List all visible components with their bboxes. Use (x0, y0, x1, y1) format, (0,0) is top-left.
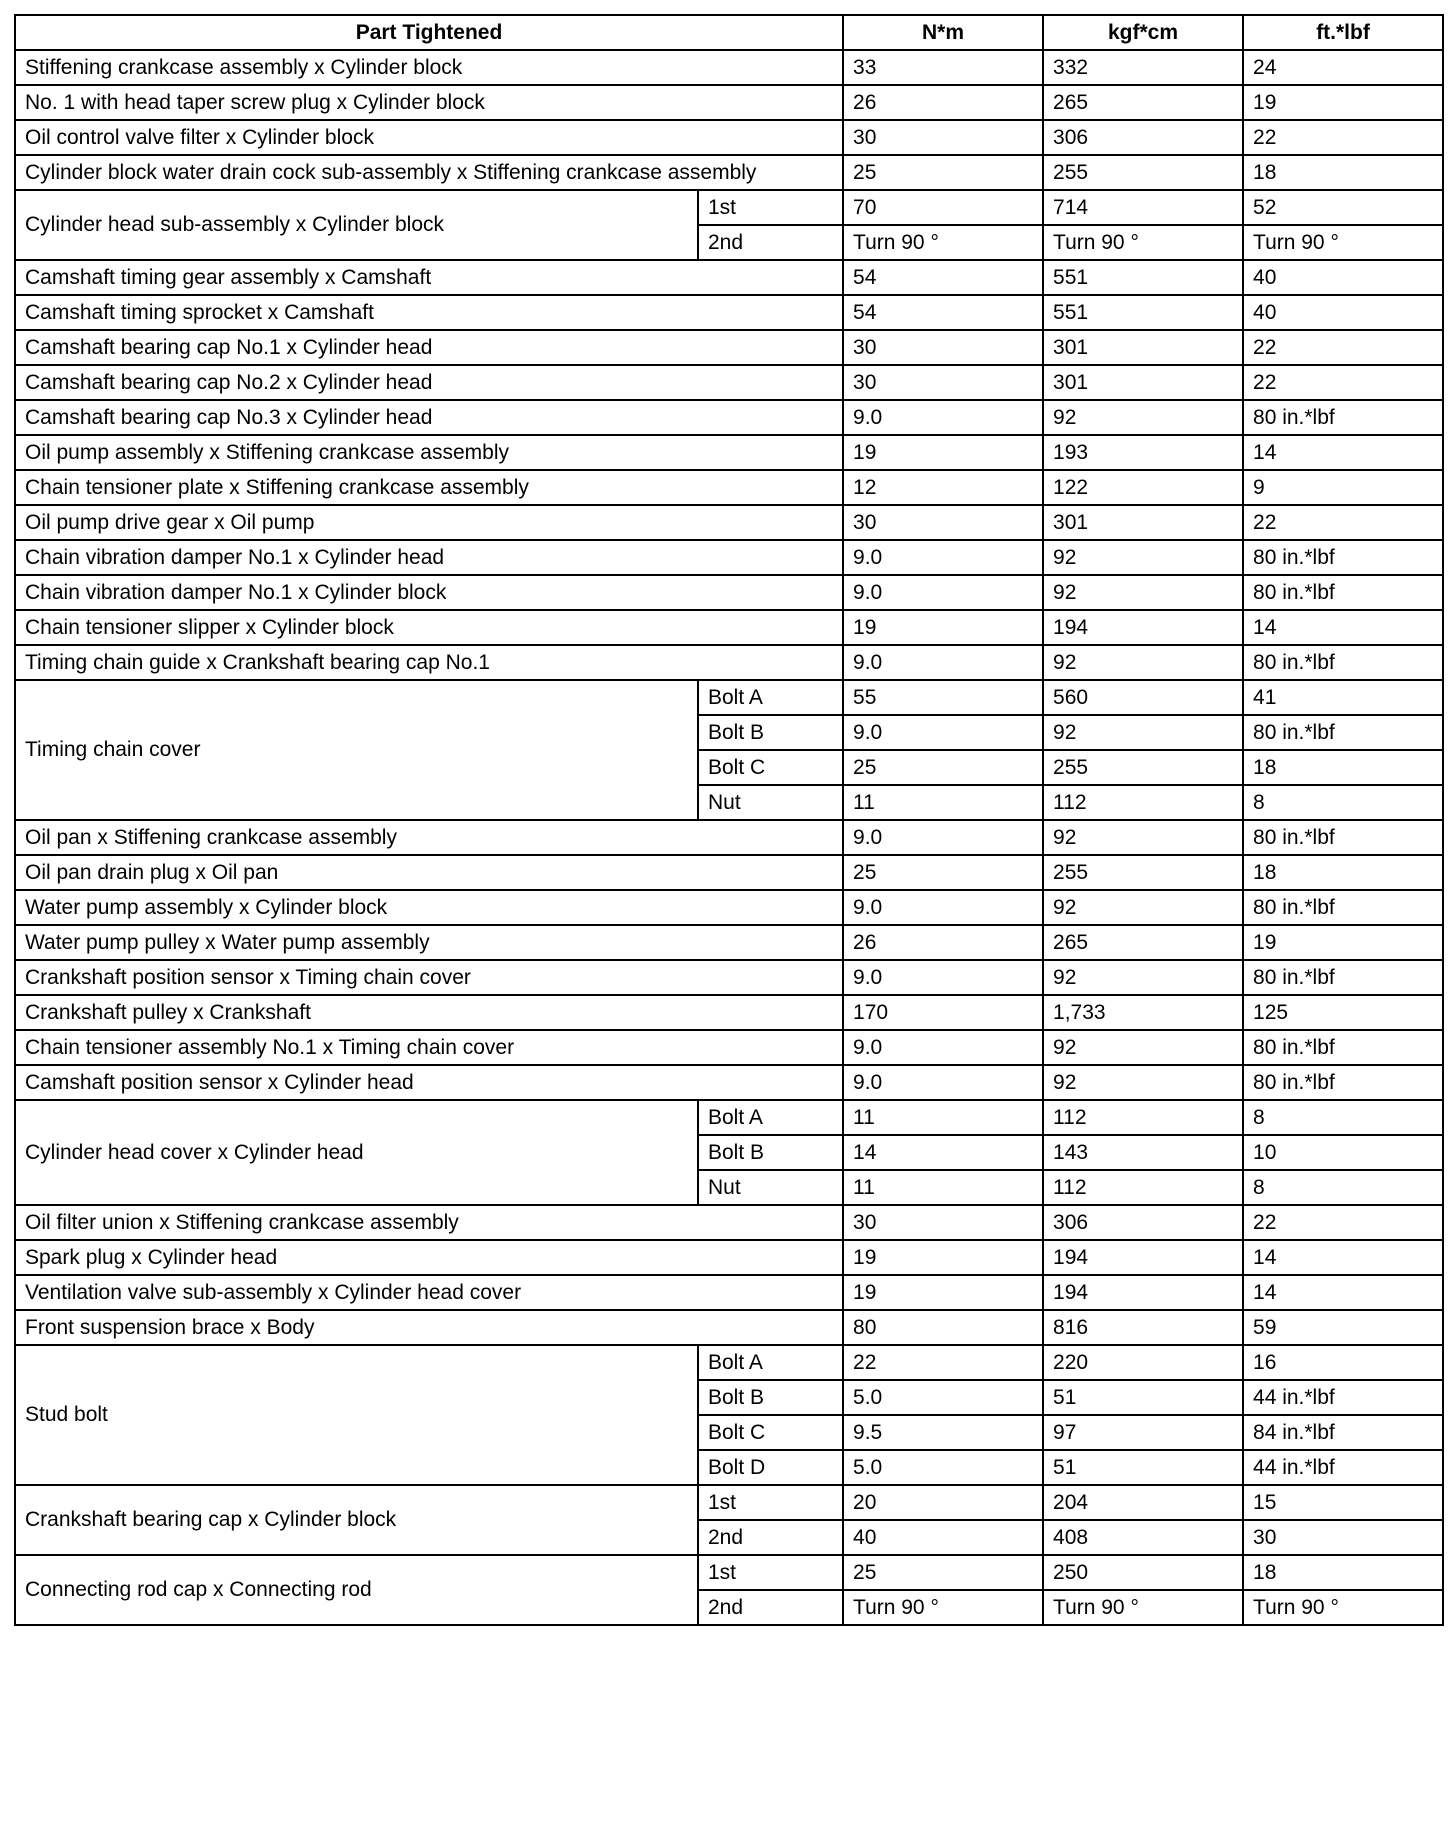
torque-nm-cell: 26 (843, 85, 1043, 120)
torque-ft-lbf-cell: 80 in.*lbf (1243, 1065, 1443, 1100)
header-nm: N*m (843, 15, 1043, 50)
torque-nm-cell: 33 (843, 50, 1043, 85)
table-row (15, 400, 1443, 435)
table-row (15, 960, 1443, 995)
header-row (15, 15, 1443, 50)
part-name-cell: Camshaft bearing cap No.1 x Cylinder head (15, 330, 843, 365)
torque-ft-lbf-cell: 22 (1243, 1205, 1443, 1240)
torque-nm-cell: 19 (843, 610, 1043, 645)
table-row (15, 120, 1443, 155)
torque-kgf-cm-cell: 92 (1043, 575, 1243, 610)
part-name-cell: Crankshaft position sensor x Timing chain cover (15, 960, 843, 995)
torque-ft-lbf-cell: 80 in.*lbf (1243, 820, 1443, 855)
table-row (15, 470, 1443, 505)
torque-ft-lbf-cell: 8 (1243, 1100, 1443, 1135)
torque-ft-lbf-cell: 14 (1243, 610, 1443, 645)
torque-kgf-cm-cell: 551 (1043, 295, 1243, 330)
torque-kgf-cm-cell: 408 (1043, 1520, 1243, 1555)
torque-nm-cell: 25 (843, 855, 1043, 890)
torque-nm-cell: 11 (843, 1100, 1043, 1135)
torque-kgf-cm-cell: 265 (1043, 85, 1243, 120)
torque-nm-cell: 26 (843, 925, 1043, 960)
table-row (15, 1205, 1443, 1240)
torque-kgf-cm-cell: 193 (1043, 435, 1243, 470)
torque-ft-lbf-cell: 41 (1243, 680, 1443, 715)
table-row (15, 575, 1443, 610)
torque-nm-cell: 70 (843, 190, 1043, 225)
part-name-cell: Camshaft timing gear assembly x Camshaft (15, 260, 843, 295)
table-row (15, 855, 1443, 890)
torque-ft-lbf-cell: 80 in.*lbf (1243, 575, 1443, 610)
table-row (15, 365, 1443, 400)
torque-kgf-cm-cell: 92 (1043, 820, 1243, 855)
table-row (15, 1065, 1443, 1100)
torque-nm-cell: 9.0 (843, 1065, 1043, 1100)
table-header (15, 15, 1443, 50)
sub-step-cell: Bolt D (698, 1450, 843, 1485)
part-name-cell: No. 1 with head taper screw plug x Cylinder block (15, 85, 843, 120)
torque-kgf-cm-cell: 122 (1043, 470, 1243, 505)
torque-kgf-cm-cell: 332 (1043, 50, 1243, 85)
part-name-cell: Spark plug x Cylinder head (15, 1240, 843, 1275)
torque-kgf-cm-cell: 92 (1043, 400, 1243, 435)
table-row (15, 155, 1443, 190)
torque-kgf-cm-cell: 194 (1043, 610, 1243, 645)
header-part-tightened: Part Tightened (15, 15, 843, 50)
table-row (15, 330, 1443, 365)
torque-ft-lbf-cell: 15 (1243, 1485, 1443, 1520)
table-row (15, 85, 1443, 120)
torque-ft-lbf-cell: 19 (1243, 925, 1443, 960)
torque-nm-cell: 11 (843, 1170, 1043, 1205)
torque-ft-lbf-cell: 30 (1243, 1520, 1443, 1555)
torque-kgf-cm-cell: 112 (1043, 1170, 1243, 1205)
part-name-cell: Cylinder head sub-assembly x Cylinder block (15, 190, 698, 260)
sub-step-cell: 1st (698, 190, 843, 225)
torque-kgf-cm-cell: 92 (1043, 960, 1243, 995)
torque-spec-table (14, 14, 1444, 1626)
torque-nm-cell: 30 (843, 330, 1043, 365)
torque-nm-cell: 19 (843, 1275, 1043, 1310)
part-name-cell: Crankshaft bearing cap x Cylinder block (15, 1485, 698, 1555)
table-row (15, 260, 1443, 295)
table-body (15, 50, 1443, 1625)
sub-step-cell: Bolt A (698, 1345, 843, 1380)
torque-nm-cell: 30 (843, 365, 1043, 400)
torque-kgf-cm-cell: 255 (1043, 750, 1243, 785)
torque-kgf-cm-cell: 51 (1043, 1450, 1243, 1485)
torque-kgf-cm-cell: 97 (1043, 1415, 1243, 1450)
part-name-cell: Camshaft bearing cap No.3 x Cylinder head (15, 400, 843, 435)
torque-kgf-cm-cell: 92 (1043, 1065, 1243, 1100)
torque-nm-cell: 12 (843, 470, 1043, 505)
table-row (15, 295, 1443, 330)
part-name-cell: Chain tensioner assembly No.1 x Timing chain cover (15, 1030, 843, 1065)
torque-kgf-cm-cell: 816 (1043, 1310, 1243, 1345)
sub-step-cell: Bolt C (698, 1415, 843, 1450)
part-name-cell: Ventilation valve sub-assembly x Cylinder head cover (15, 1275, 843, 1310)
torque-ft-lbf-cell: 10 (1243, 1135, 1443, 1170)
table-row (15, 1485, 1443, 1520)
table-row (15, 50, 1443, 85)
torque-kgf-cm-cell: 255 (1043, 155, 1243, 190)
part-name-cell: Water pump assembly x Cylinder block (15, 890, 843, 925)
torque-kgf-cm-cell: 51 (1043, 1380, 1243, 1415)
sub-step-cell: Bolt B (698, 1135, 843, 1170)
torque-nm-cell: 20 (843, 1485, 1043, 1520)
sub-step-cell: Bolt A (698, 1100, 843, 1135)
torque-nm-cell: 9.0 (843, 890, 1043, 925)
part-name-cell: Front suspension brace x Body (15, 1310, 843, 1345)
sub-step-cell: 2nd (698, 1590, 843, 1625)
part-name-cell: Chain vibration damper No.1 x Cylinder head (15, 540, 843, 575)
torque-nm-cell: 25 (843, 1555, 1043, 1590)
torque-kgf-cm-cell: 194 (1043, 1275, 1243, 1310)
torque-kgf-cm-cell: 143 (1043, 1135, 1243, 1170)
sub-step-cell: 2nd (698, 225, 843, 260)
torque-kgf-cm-cell: 301 (1043, 505, 1243, 540)
torque-ft-lbf-cell: 19 (1243, 85, 1443, 120)
torque-nm-cell: 30 (843, 505, 1043, 540)
header-ft-lbf: ft.*lbf (1243, 15, 1443, 50)
part-name-cell: Oil pan drain plug x Oil pan (15, 855, 843, 890)
table-row (15, 995, 1443, 1030)
part-name-cell: Chain tensioner plate x Stiffening crankcase assembly (15, 470, 843, 505)
torque-nm-cell: 9.0 (843, 540, 1043, 575)
table-row (15, 540, 1443, 575)
torque-ft-lbf-cell: Turn 90 ° (1243, 1590, 1443, 1625)
torque-ft-lbf-cell: 40 (1243, 295, 1443, 330)
torque-nm-cell: 9.5 (843, 1415, 1043, 1450)
torque-kgf-cm-cell: 220 (1043, 1345, 1243, 1380)
torque-kgf-cm-cell: 204 (1043, 1485, 1243, 1520)
torque-kgf-cm-cell: 551 (1043, 260, 1243, 295)
part-name-cell: Oil pump assembly x Stiffening crankcase assembly (15, 435, 843, 470)
torque-kgf-cm-cell: 92 (1043, 1030, 1243, 1065)
torque-nm-cell: 19 (843, 1240, 1043, 1275)
table-row (15, 1030, 1443, 1065)
torque-kgf-cm-cell: Turn 90 ° (1043, 1590, 1243, 1625)
torque-ft-lbf-cell: 22 (1243, 505, 1443, 540)
torque-nm-cell: 9.0 (843, 1030, 1043, 1065)
torque-kgf-cm-cell: 92 (1043, 645, 1243, 680)
table-row (15, 645, 1443, 680)
sub-step-cell: Bolt B (698, 1380, 843, 1415)
torque-nm-cell: Turn 90 ° (843, 1590, 1043, 1625)
torque-nm-cell: 9.0 (843, 715, 1043, 750)
table-row (15, 1275, 1443, 1310)
torque-nm-cell: 9.0 (843, 960, 1043, 995)
part-name-cell: Water pump pulley x Water pump assembly (15, 925, 843, 960)
table-row (15, 505, 1443, 540)
table-row (15, 190, 1443, 225)
torque-nm-cell: 54 (843, 295, 1043, 330)
torque-kgf-cm-cell: 265 (1043, 925, 1243, 960)
part-name-cell: Camshaft position sensor x Cylinder head (15, 1065, 843, 1100)
part-name-cell: Stud bolt (15, 1345, 698, 1485)
torque-kgf-cm-cell: 714 (1043, 190, 1243, 225)
part-name-cell: Crankshaft pulley x Crankshaft (15, 995, 843, 1030)
part-name-cell: Connecting rod cap x Connecting rod (15, 1555, 698, 1625)
part-name-cell: Timing chain guide x Crankshaft bearing cap No.1 (15, 645, 843, 680)
table-row (15, 680, 1443, 715)
torque-ft-lbf-cell: 22 (1243, 365, 1443, 400)
torque-ft-lbf-cell: 9 (1243, 470, 1443, 505)
header-kgf-cm: kgf*cm (1043, 15, 1243, 50)
part-name-cell: Oil pan x Stiffening crankcase assembly (15, 820, 843, 855)
sub-step-cell: Bolt B (698, 715, 843, 750)
table-row (15, 610, 1443, 645)
torque-nm-cell: 9.0 (843, 645, 1043, 680)
torque-nm-cell: 55 (843, 680, 1043, 715)
part-name-cell: Chain tensioner slipper x Cylinder block (15, 610, 843, 645)
table-row (15, 820, 1443, 855)
torque-nm-cell: 40 (843, 1520, 1043, 1555)
torque-ft-lbf-cell: 22 (1243, 120, 1443, 155)
torque-ft-lbf-cell: 18 (1243, 855, 1443, 890)
table-row (15, 435, 1443, 470)
torque-ft-lbf-cell: 40 (1243, 260, 1443, 295)
torque-ft-lbf-cell: 24 (1243, 50, 1443, 85)
torque-ft-lbf-cell: 16 (1243, 1345, 1443, 1380)
table-row (15, 1555, 1443, 1590)
torque-kgf-cm-cell: 112 (1043, 785, 1243, 820)
torque-kgf-cm-cell: 250 (1043, 1555, 1243, 1590)
torque-ft-lbf-cell: 22 (1243, 330, 1443, 365)
torque-kgf-cm-cell: 92 (1043, 715, 1243, 750)
table-row (15, 1310, 1443, 1345)
torque-nm-cell: 19 (843, 435, 1043, 470)
torque-kgf-cm-cell: 301 (1043, 330, 1243, 365)
torque-ft-lbf-cell: 52 (1243, 190, 1443, 225)
torque-nm-cell: 5.0 (843, 1380, 1043, 1415)
torque-ft-lbf-cell: 8 (1243, 1170, 1443, 1205)
torque-nm-cell: 54 (843, 260, 1043, 295)
table-row (15, 1345, 1443, 1380)
torque-ft-lbf-cell: 18 (1243, 1555, 1443, 1590)
torque-kgf-cm-cell: 92 (1043, 540, 1243, 575)
table-row (15, 890, 1443, 925)
part-name-cell: Chain vibration damper No.1 x Cylinder block (15, 575, 843, 610)
torque-kgf-cm-cell: 255 (1043, 855, 1243, 890)
torque-nm-cell: 30 (843, 120, 1043, 155)
torque-nm-cell: 25 (843, 750, 1043, 785)
torque-ft-lbf-cell: 14 (1243, 1275, 1443, 1310)
sub-step-cell: 1st (698, 1485, 843, 1520)
torque-ft-lbf-cell: 8 (1243, 785, 1443, 820)
part-name-cell: Camshaft timing sprocket x Camshaft (15, 295, 843, 330)
part-name-cell: Camshaft bearing cap No.2 x Cylinder head (15, 365, 843, 400)
torque-ft-lbf-cell: 18 (1243, 155, 1443, 190)
torque-ft-lbf-cell: 80 in.*lbf (1243, 715, 1443, 750)
torque-nm-cell: 30 (843, 1205, 1043, 1240)
torque-nm-cell: 25 (843, 155, 1043, 190)
torque-nm-cell: 22 (843, 1345, 1043, 1380)
torque-nm-cell: Turn 90 ° (843, 225, 1043, 260)
torque-nm-cell: 9.0 (843, 820, 1043, 855)
torque-kgf-cm-cell: 1,733 (1043, 995, 1243, 1030)
torque-kgf-cm-cell: 194 (1043, 1240, 1243, 1275)
part-name-cell: Cylinder block water drain cock sub-assembly x Stiffening crankcase assembly (15, 155, 843, 190)
sub-step-cell: 1st (698, 1555, 843, 1590)
torque-ft-lbf-cell: 80 in.*lbf (1243, 400, 1443, 435)
part-name-cell: Stiffening crankcase assembly x Cylinder block (15, 50, 843, 85)
table-row (15, 925, 1443, 960)
sub-step-cell: 2nd (698, 1520, 843, 1555)
torque-ft-lbf-cell: 80 in.*lbf (1243, 1030, 1443, 1065)
torque-ft-lbf-cell: 80 in.*lbf (1243, 645, 1443, 680)
part-name-cell: Oil control valve filter x Cylinder block (15, 120, 843, 155)
sub-step-cell: Bolt C (698, 750, 843, 785)
torque-ft-lbf-cell: 125 (1243, 995, 1443, 1030)
torque-nm-cell: 14 (843, 1135, 1043, 1170)
torque-ft-lbf-cell: 44 in.*lbf (1243, 1380, 1443, 1415)
sub-step-cell: Bolt A (698, 680, 843, 715)
torque-nm-cell: 9.0 (843, 575, 1043, 610)
torque-kgf-cm-cell: 301 (1043, 365, 1243, 400)
torque-ft-lbf-cell: Turn 90 ° (1243, 225, 1443, 260)
torque-ft-lbf-cell: 80 in.*lbf (1243, 540, 1443, 575)
table-row (15, 1240, 1443, 1275)
torque-kgf-cm-cell: 306 (1043, 120, 1243, 155)
torque-ft-lbf-cell: 18 (1243, 750, 1443, 785)
part-name-cell: Oil filter union x Stiffening crankcase assembly (15, 1205, 843, 1240)
torque-ft-lbf-cell: 14 (1243, 1240, 1443, 1275)
torque-kgf-cm-cell: 112 (1043, 1100, 1243, 1135)
torque-ft-lbf-cell: 44 in.*lbf (1243, 1450, 1443, 1485)
torque-nm-cell: 9.0 (843, 400, 1043, 435)
part-name-cell: Cylinder head cover x Cylinder head (15, 1100, 698, 1205)
torque-kgf-cm-cell: Turn 90 ° (1043, 225, 1243, 260)
torque-ft-lbf-cell: 84 in.*lbf (1243, 1415, 1443, 1450)
torque-nm-cell: 80 (843, 1310, 1043, 1345)
table-row (15, 1100, 1443, 1135)
torque-kgf-cm-cell: 560 (1043, 680, 1243, 715)
torque-ft-lbf-cell: 80 in.*lbf (1243, 960, 1443, 995)
torque-kgf-cm-cell: 92 (1043, 890, 1243, 925)
torque-kgf-cm-cell: 306 (1043, 1205, 1243, 1240)
torque-ft-lbf-cell: 80 in.*lbf (1243, 890, 1443, 925)
torque-ft-lbf-cell: 14 (1243, 435, 1443, 470)
torque-nm-cell: 170 (843, 995, 1043, 1030)
part-name-cell: Timing chain cover (15, 680, 698, 820)
torque-ft-lbf-cell: 59 (1243, 1310, 1443, 1345)
sub-step-cell: Nut (698, 1170, 843, 1205)
part-name-cell: Oil pump drive gear x Oil pump (15, 505, 843, 540)
torque-nm-cell: 5.0 (843, 1450, 1043, 1485)
sub-step-cell: Nut (698, 785, 843, 820)
torque-nm-cell: 11 (843, 785, 1043, 820)
